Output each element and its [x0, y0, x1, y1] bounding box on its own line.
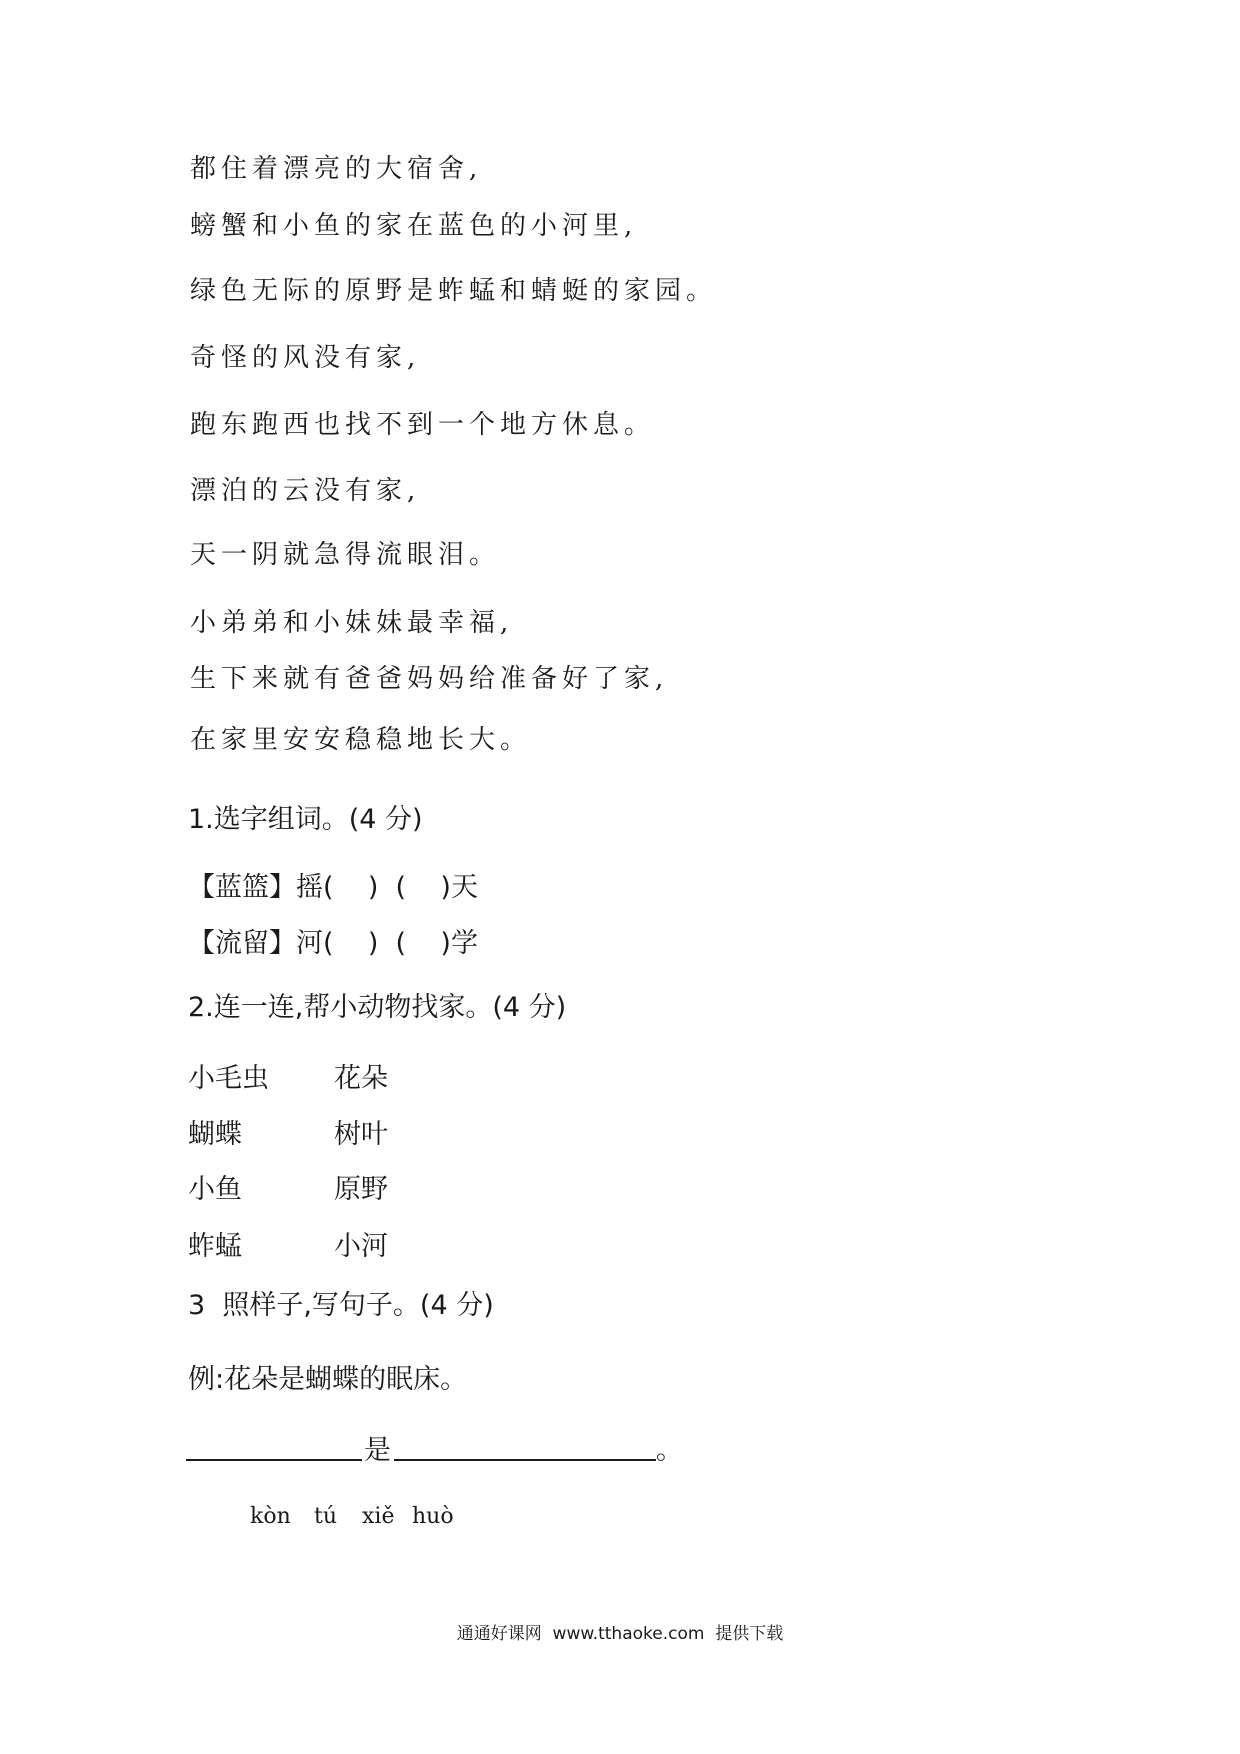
sentence-connector: 是 — [364, 1435, 391, 1466]
pinyin-syllable: huò — [412, 1504, 454, 1529]
poem-line-9: 生下来就有爸爸妈妈给准备好了家, — [190, 664, 669, 694]
match-right-item: 树叶 — [334, 1119, 388, 1150]
footer-credit: 通通好课网 www.tthaoke.com 提供下载 — [456, 1624, 784, 1644]
pinyin-syllable: kòn — [250, 1504, 291, 1529]
pinyin-syllable: xiě — [362, 1504, 395, 1529]
question-2-title: 2.连一连,帮小动物找家。(4 分) — [188, 992, 567, 1023]
poem-line-4: 奇怪的风没有家, — [190, 343, 421, 373]
match-left-item: 蚱蜢 — [188, 1231, 242, 1262]
answer-blank-subject[interactable] — [186, 1459, 362, 1461]
answer-blank-predicate[interactable] — [394, 1459, 656, 1461]
poem-line-2: 螃蟹和小鱼的家在蓝色的小河里, — [190, 211, 638, 241]
match-left-item: 蝴蝶 — [188, 1119, 242, 1150]
question-1-row-2: 【流留】河( ) ( )学 — [188, 928, 478, 959]
question-3-example: 例:花朵是蝴蝶的眠床。 — [188, 1364, 468, 1395]
match-right-item: 小河 — [334, 1231, 388, 1262]
sentence-end-mark: 。 — [656, 1435, 683, 1466]
match-right-item: 花朵 — [334, 1063, 388, 1094]
poem-line-10: 在家里安安稳稳地长大。 — [190, 725, 532, 755]
match-left-item: 小毛虫 — [188, 1063, 269, 1094]
question-1-title: 1.选字组词。(4 分) — [188, 804, 423, 835]
match-right-item: 原野 — [334, 1174, 388, 1205]
poem-line-1: 都住着漂亮的大宿舍, — [190, 154, 483, 184]
pinyin-syllable: tú — [314, 1504, 338, 1529]
question-3-title: 3 照样子,写句子。(4 分) — [188, 1290, 494, 1321]
poem-line-7: 天一阴就急得流眼泪。 — [190, 540, 501, 570]
poem-line-8: 小弟弟和小妹妹最幸福, — [190, 608, 514, 638]
poem-line-5: 跑东跑西也找不到一个地方休息。 — [190, 410, 656, 440]
question-1-row-1: 【蓝篮】摇( ) ( )天 — [188, 872, 478, 903]
match-left-item: 小鱼 — [188, 1174, 242, 1205]
poem-line-6: 漂泊的云没有家, — [190, 476, 421, 506]
poem-line-3: 绿色无际的原野是蚱蜢和蜻蜓的家园。 — [190, 276, 718, 306]
